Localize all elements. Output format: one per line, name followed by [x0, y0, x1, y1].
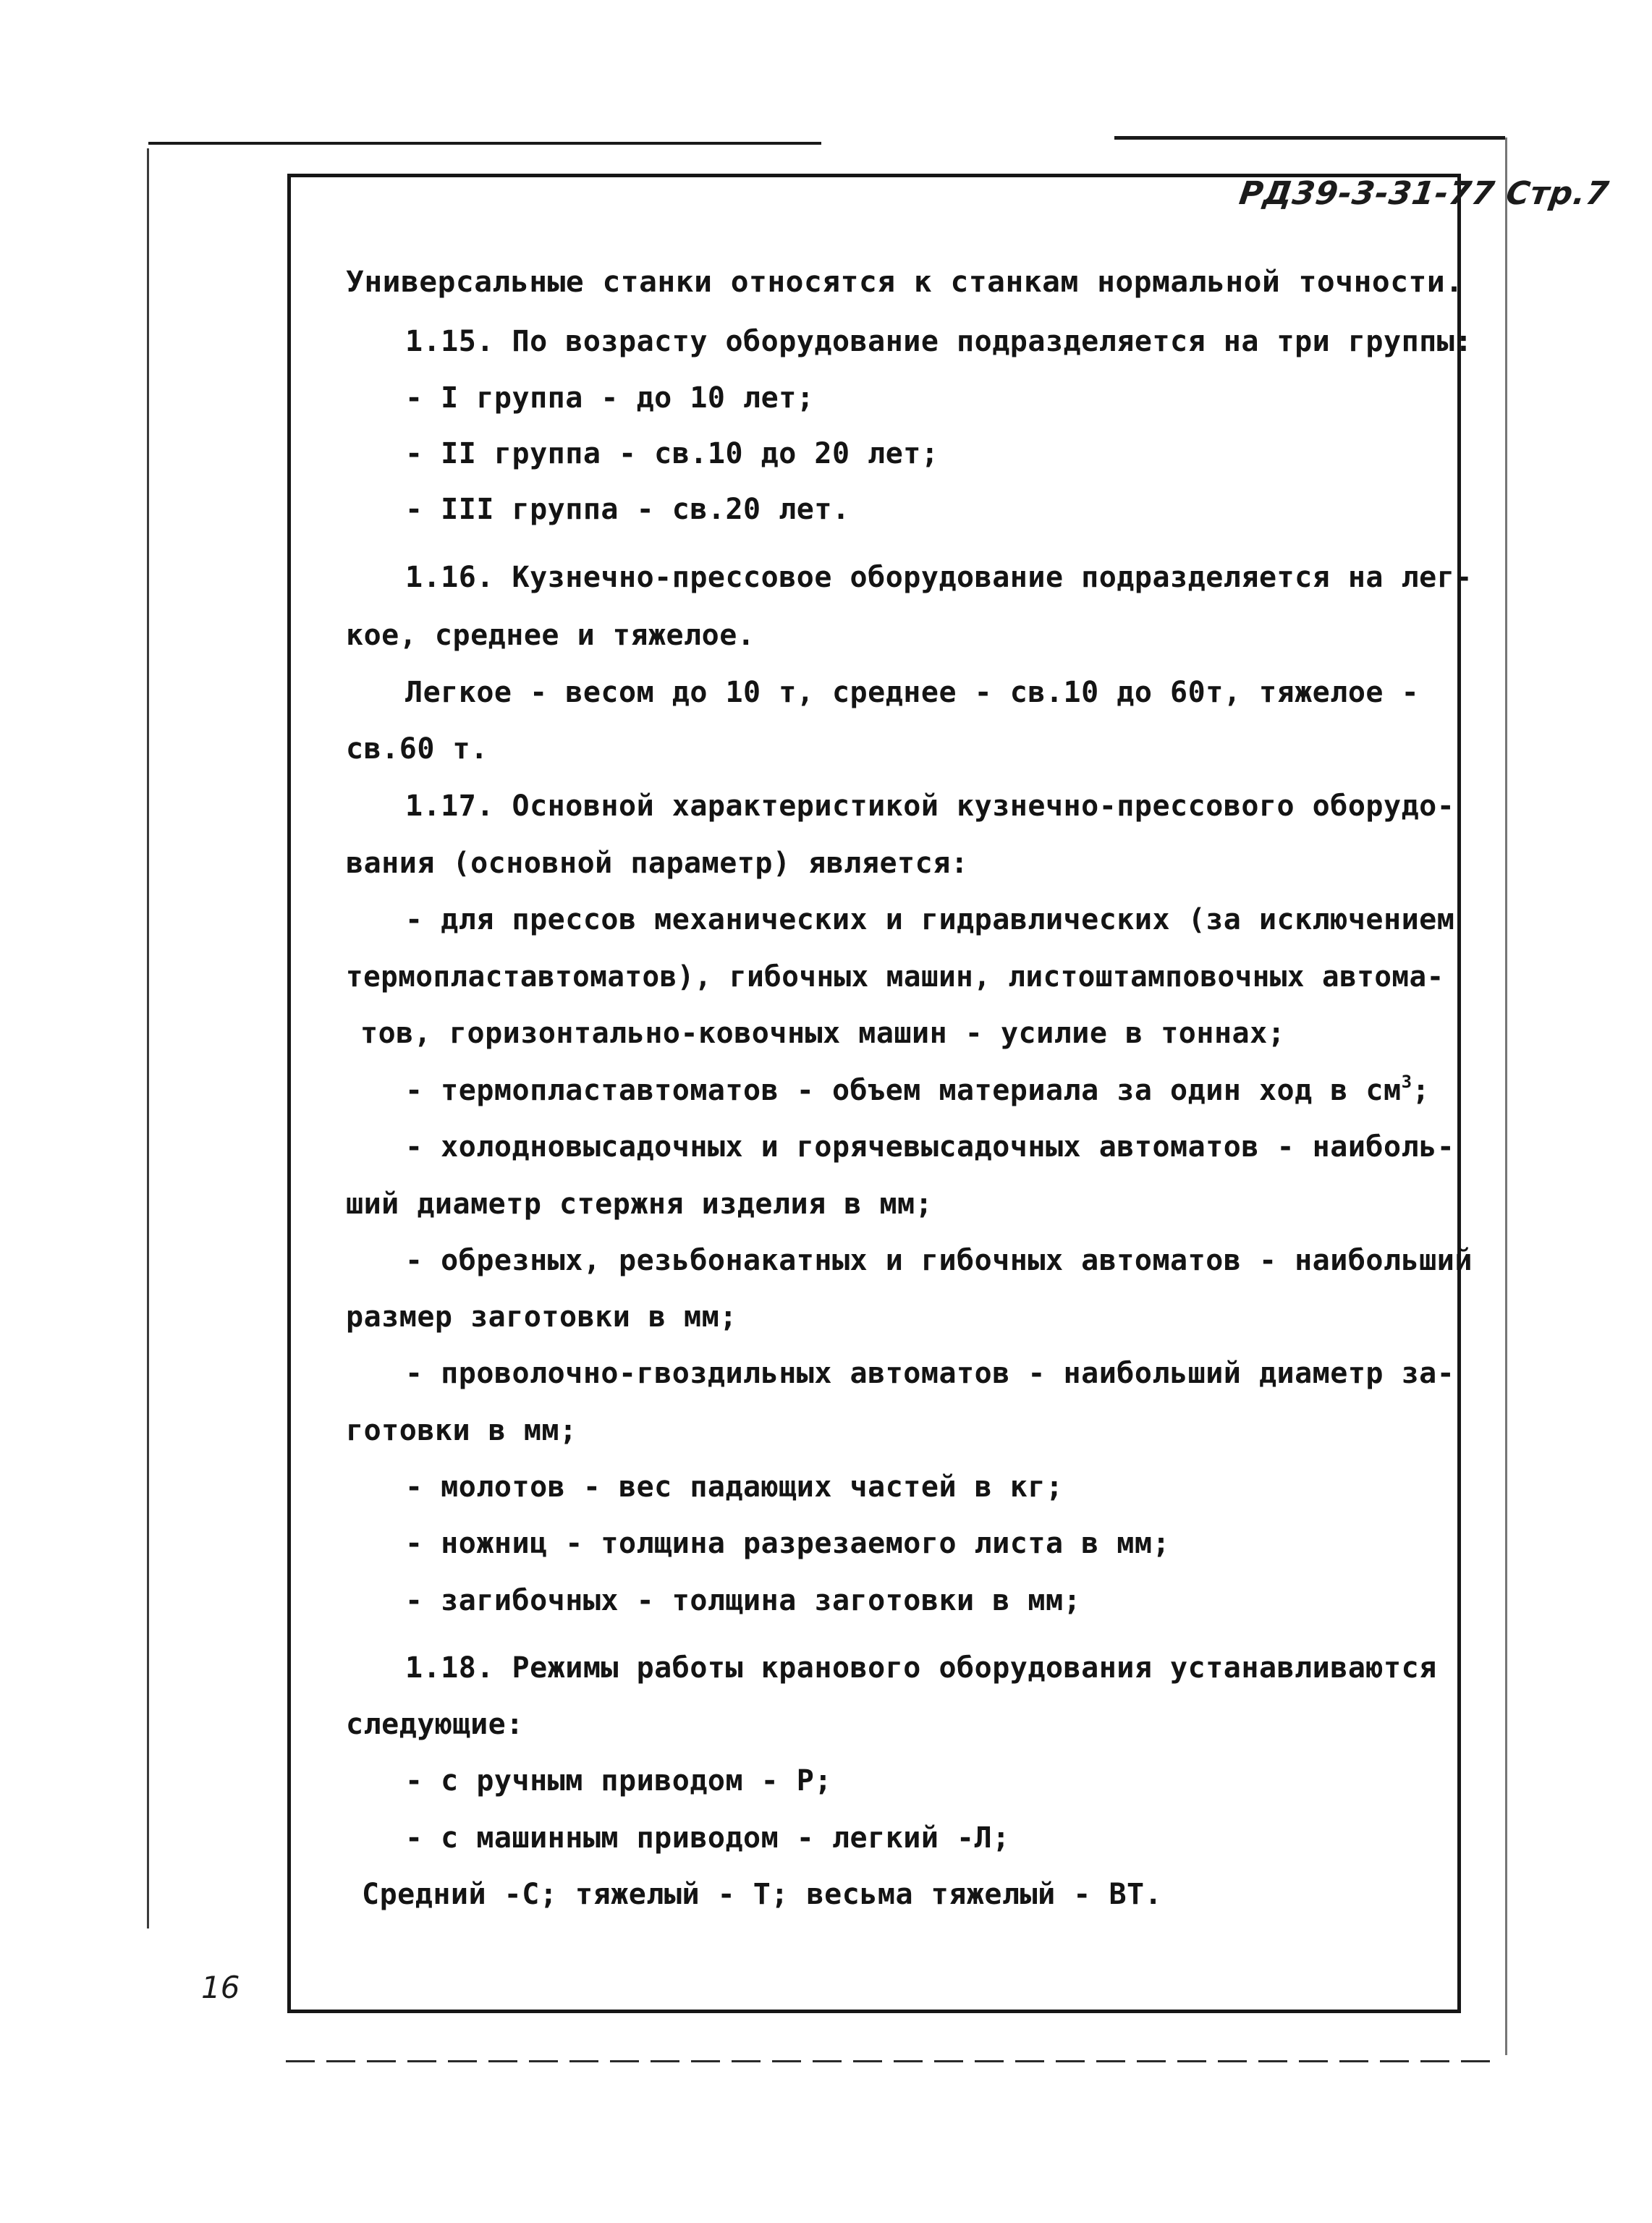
page-number: 16 — [201, 1970, 240, 2005]
text-line: готовки в мм; — [346, 1414, 577, 1447]
text-line: размер заготовки в мм; — [346, 1300, 737, 1334]
sheet-top-rule-right — [1114, 136, 1505, 140]
text-line: термопластавтоматов), гибочных машин, листоштамповочных автома- — [346, 960, 1444, 994]
text-line: следующие: — [346, 1708, 524, 1741]
sheet-top-rule-left — [148, 142, 821, 145]
text-line: 1.18. Режимы работы кранового оборудования устанавливаются — [405, 1651, 1437, 1685]
text-line: - II группа - св.10 до 20 лет; — [405, 437, 939, 470]
text-line: - ножниц - толщина разрезаемого листа в мм; — [405, 1527, 1171, 1560]
superscript: 3 — [1401, 1072, 1412, 1092]
text-line: Универсальные станки относятся к станкам нормальной точности. — [346, 266, 1464, 299]
text-line: - для прессов механических и гидравлических (за исключением — [405, 903, 1455, 936]
text-line: - загибочных - толщина заготовки в мм; — [405, 1584, 1082, 1617]
text-line: - обрезных, резьбонакатных и гибочных автоматов - наибольший — [405, 1244, 1473, 1277]
text-line: 1.16. Кузнечно-прессовое оборудование подразделяется на лег- — [405, 561, 1473, 594]
text-line: - холодновысадочных и горячевысадочных автоматов - наиболь- — [405, 1130, 1455, 1164]
text-line: - III группа - св.20 лет. — [405, 493, 850, 526]
sheet-left-edge — [147, 148, 149, 1928]
document-code: РД39-3-31-77 Стр.7 — [1236, 175, 1611, 212]
text-line: ший диаметр стержня изделия в мм; — [346, 1187, 933, 1221]
text-line: Легкое - весом до 10 т, среднее - св.10 до 60т, тяжелое - — [405, 676, 1420, 709]
text-line-with-superscript: - термопластавтоматов - объем материала за один ход в $см^3$; — [405, 1072, 1431, 1107]
text-line: Средний -С; тяжелый - Т; весьма тяжелый - ВТ. — [362, 1878, 1163, 1911]
text-line-content: - термопластавтоматов - объем материала за один ход в см — [405, 1074, 1402, 1107]
text-line: св.60 т. — [346, 732, 488, 766]
text-line: - с машинным приводом - легкий -Л; — [405, 1821, 1010, 1855]
text-line: тов, горизонтально-ковочных машин - усилие в тоннах; — [360, 1017, 1286, 1050]
text-line: - с ручным приводом - Р; — [405, 1764, 832, 1798]
text-line: - молотов - вес падающих частей в кг; — [405, 1470, 1064, 1504]
text-line: кое, среднее и тяжелое. — [346, 619, 755, 652]
text-line: - проволочно-гвоздильных автоматов - наибольший диаметр за- — [405, 1357, 1455, 1390]
text-line: 1.15. По возрасту оборудование подразделяется на три группы: — [405, 325, 1473, 358]
sheet-right-edge — [1505, 137, 1507, 2055]
text-line: - I группа - до 10 лет; — [405, 381, 815, 415]
sheet-bottom-rule — [286, 2060, 1501, 2062]
text-line: 1.17. Основной характеристикой кузнечно-прессового оборудо- — [405, 789, 1455, 823]
text-line: вания (основной параметр) является: — [346, 847, 969, 880]
